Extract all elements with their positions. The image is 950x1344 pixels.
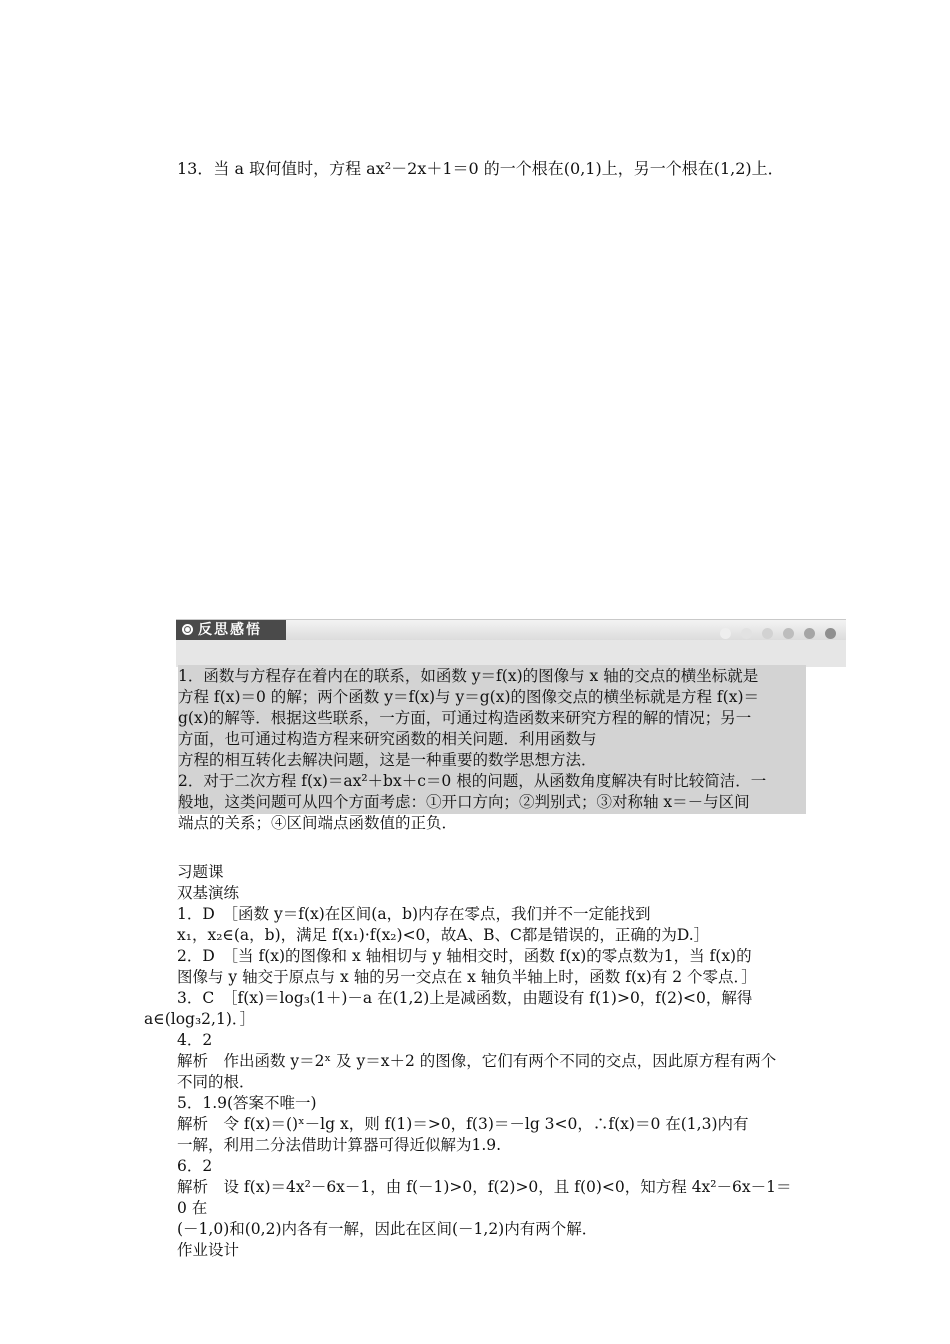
- answers-heading: 习题课: [177, 863, 224, 881]
- answer-line: 不同的根．: [177, 1073, 255, 1091]
- answer-line: 1．D ［函数 y＝f(x)在区间(a，b)内存在零点，我们并不一定能找到: [177, 905, 651, 923]
- answer-line: 解析 作出函数 y＝2ˣ 及 y＝x＋2 的图像，它们有两个不同的交点，因此原方程有两个: [177, 1052, 777, 1070]
- answer-line: x₁，x₂∈(a，b)，满足 f(x₁)·f(x₂)<0，故A、B、C都是错误的，正确的为D.］: [177, 926, 710, 944]
- answer-line: 一解，利用二分法借助计算器可得近似解为1.9.: [177, 1136, 502, 1154]
- summary-line: 般地，这类问题可从四个方面考虑：①开口方向；②判别式；③对称轴 x＝－与区间: [178, 793, 750, 811]
- target-icon: [182, 624, 193, 635]
- answer-line: 4．2: [177, 1031, 213, 1049]
- answer-line: 作业设计: [177, 1241, 240, 1259]
- answer-line: 2．D ［当 f(x)的图像和 x 轴相切与 y 轴相交时，函数 f(x)的零点数为1，当 f(x)的: [177, 947, 752, 965]
- dot-icon: [783, 628, 794, 639]
- answer-line: a∈(log₃2,1)．］: [144, 1010, 256, 1028]
- dot-icon: [762, 628, 773, 639]
- dot-icon: [825, 628, 836, 639]
- answer-line: (－1,0)和(0,2)内各有一解，因此在区间(－1,2)内有两个解．: [177, 1220, 598, 1238]
- answers-subheading: 双基演练: [177, 884, 240, 902]
- summary-line: 2．对于二次方程 f(x)＝ax²＋bx＋c＝0 根的问题，从函数角度解决有时比较简洁．一: [178, 772, 767, 790]
- summary-line: 方程 f(x)＝0 的解；两个函数 y＝f(x)与 y＝g(x)的图像交点的横坐标就是方程 f(x)＝: [178, 688, 759, 706]
- summary-line: 方面，也可通过构造方程来研究函数的相关问题．利用函数与: [178, 730, 597, 748]
- banner-label: [176, 620, 286, 640]
- answer-line: 6．2: [177, 1157, 213, 1175]
- answer-line: 解析 设 f(x)＝4x²－6x－1，由 f(－1)>0，f(2)>0，且 f(0)<0，知方程 4x²－6x－1＝: [177, 1178, 792, 1196]
- summary-line: 方程的相互转化去解决问题，这是一种重要的数学思想方法．: [178, 751, 597, 769]
- dot-icon: [720, 628, 731, 639]
- banner-shadow: [176, 640, 846, 667]
- section-banner: [176, 619, 846, 640]
- summary-line: 端点的关系；④区间端点函数值的正负．: [178, 814, 458, 832]
- question-13: 13．当 a 取何值时，方程 ax²－2x＋1＝0 的一个根在(0,1)上，另一个根在(1,2)上．: [177, 159, 784, 178]
- answer-line: 5．1.9(答案不唯一): [177, 1094, 317, 1112]
- summary-line: 1．函数与方程存在着内在的联系，如函数 y＝f(x)的图像与 x 轴的交点的横坐标就是: [178, 667, 759, 685]
- answer-line: 解析 令 f(x)＝()ˣ－lg x，则 f(1)＝>0，f(3)＝－lg 3<0，∴f(x)＝0 在(1,3)内有: [177, 1115, 749, 1133]
- answer-line: 3．C ［f(x)＝log₃(1＋)－a 在(1,2)上是减函数，由题设有 f(1)>0，f(2)<0，解得: [177, 989, 753, 1007]
- summary-line: g(x)的解等．根据这些联系，一方面，可通过构造函数来研究方程的解的情况；另一: [178, 709, 752, 727]
- banner-title: 反思感悟: [198, 622, 262, 638]
- dot-icon: [741, 628, 752, 639]
- dot-icon: [804, 628, 815, 639]
- answer-line: 图像与 y 轴交于原点与 x 轴的另一交点在 x 轴负半轴上时，函数 f(x)有 2 个零点．］: [177, 968, 757, 986]
- answer-line: 0 在: [177, 1199, 208, 1217]
